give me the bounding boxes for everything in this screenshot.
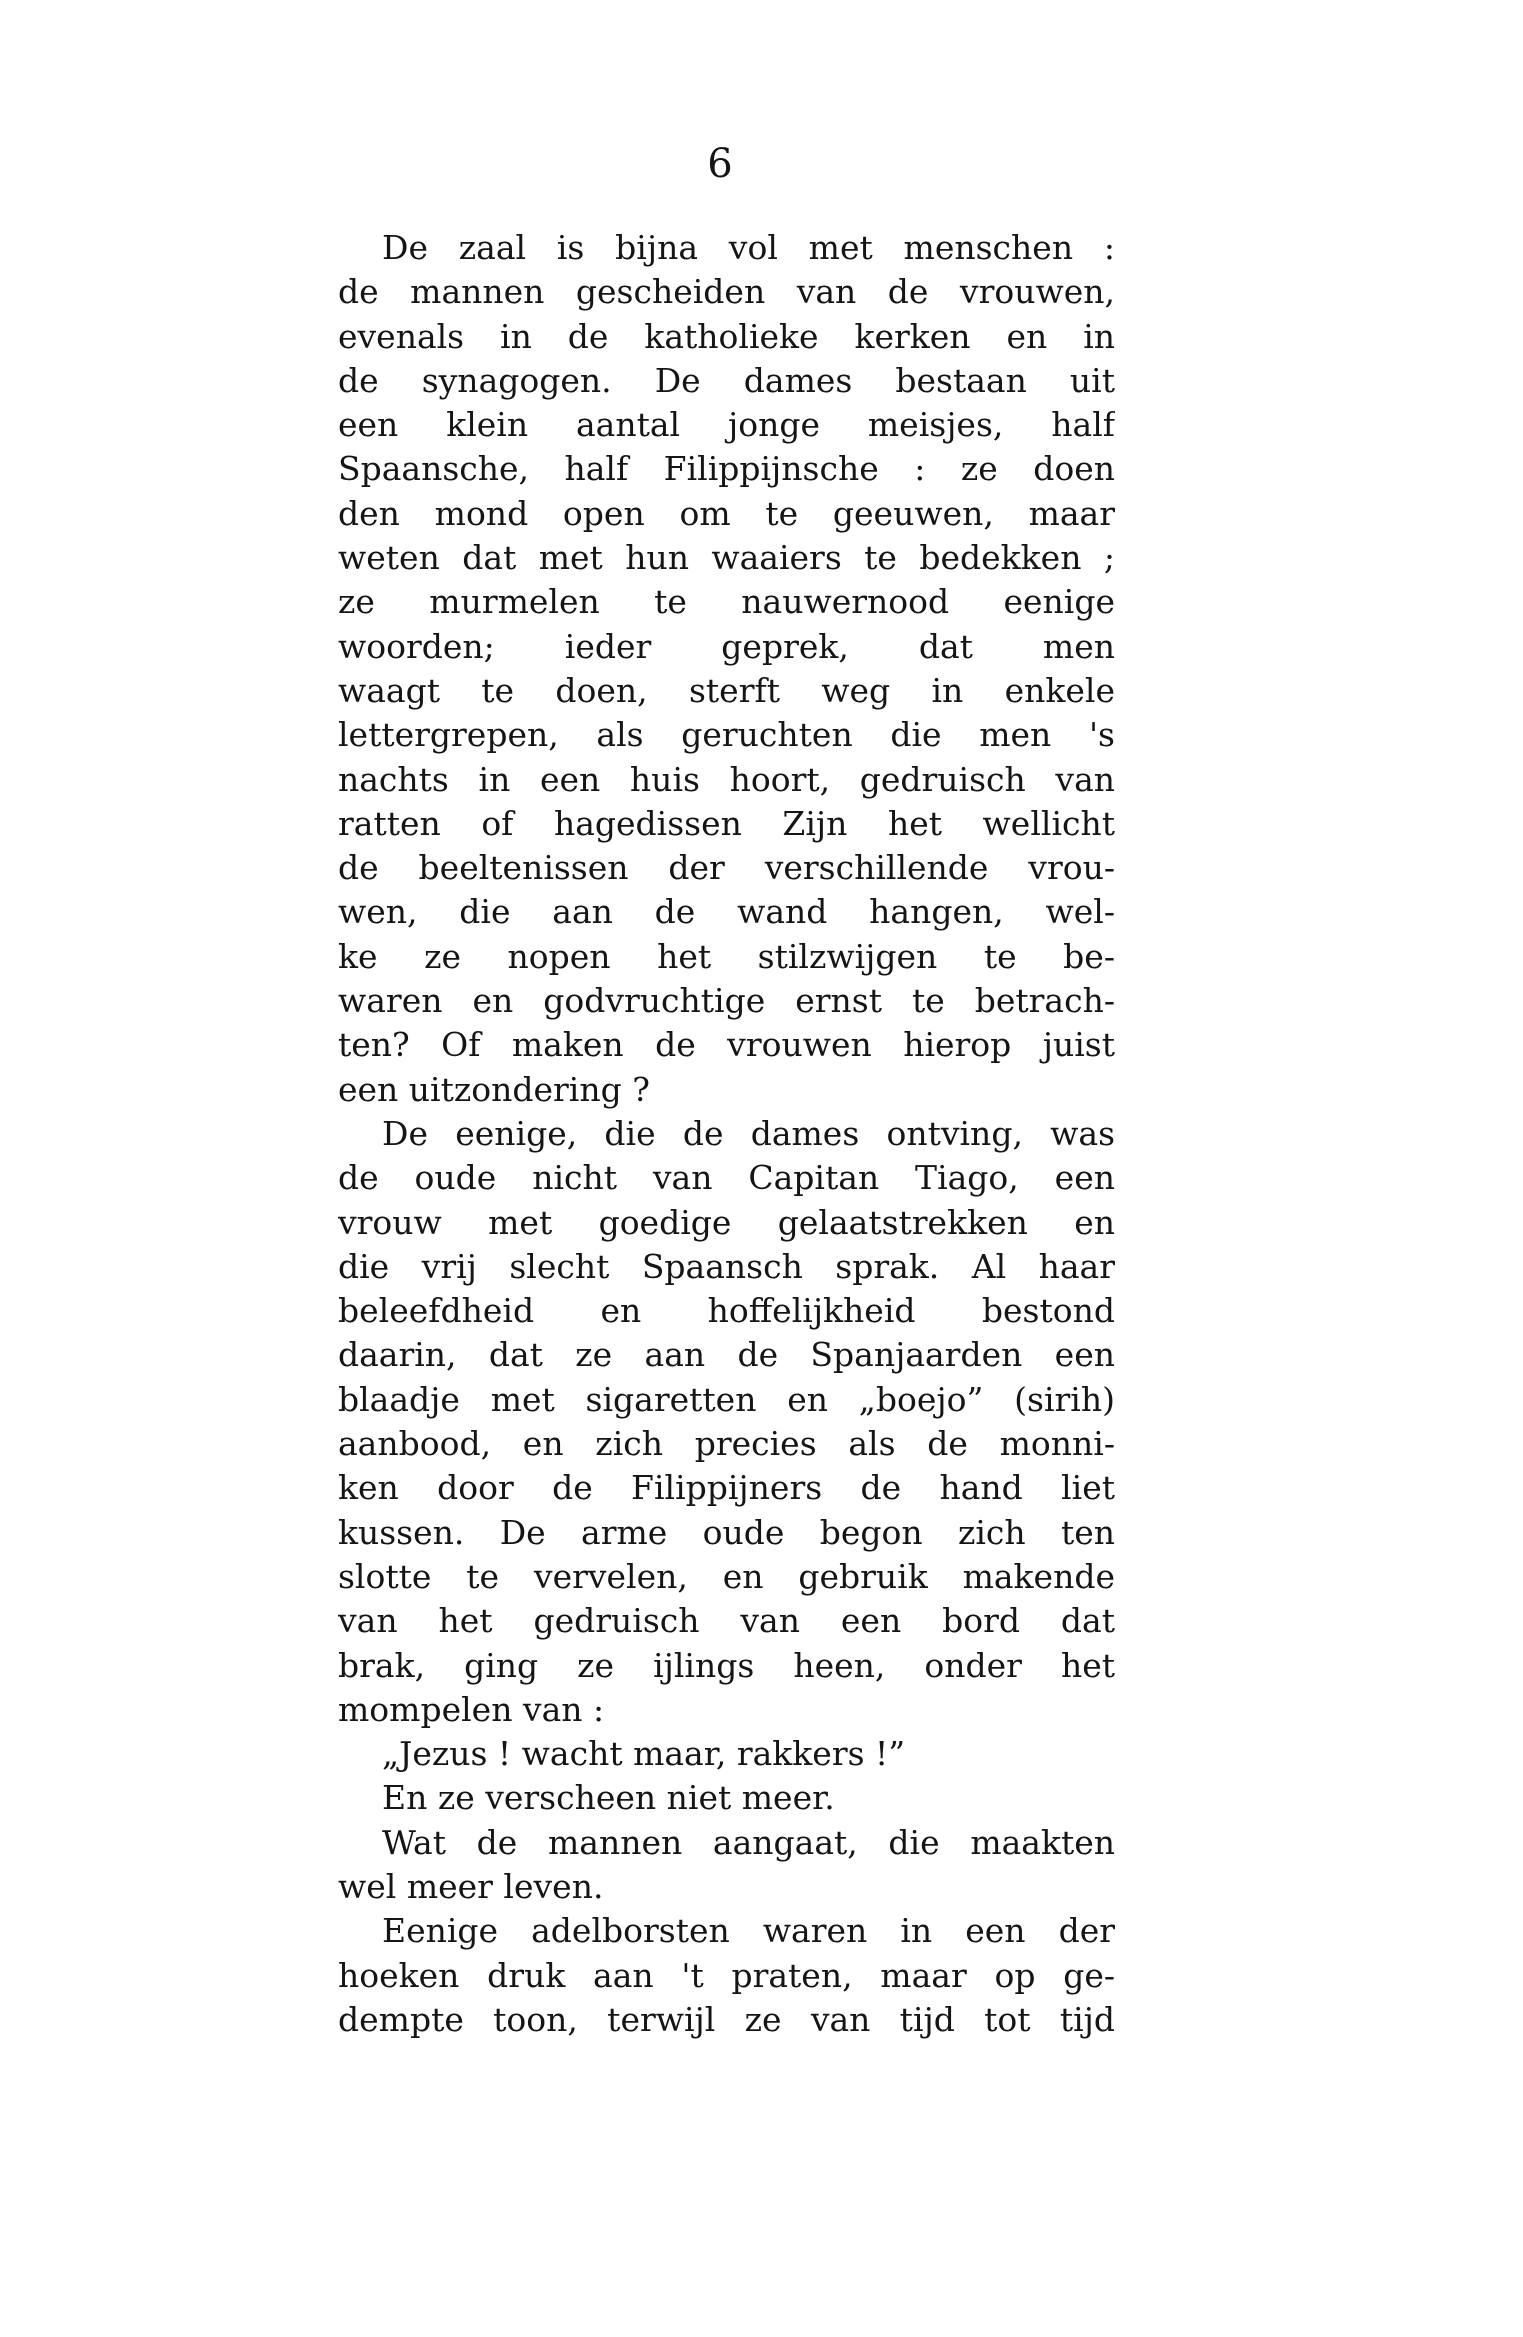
text-line: evenals in de katholieke kerken en in bbox=[338, 316, 1115, 356]
text-line: de beeltenissen der verschillende vrou- bbox=[338, 848, 1115, 888]
text-line: Wat de mannen aangaat, die maakten bbox=[382, 1822, 1115, 1862]
text-line: waren en godvruchtige ernst te betrach- bbox=[338, 981, 1115, 1021]
text-line: wen, die aan de wand hangen, wel- bbox=[338, 892, 1115, 932]
text-line: De eenige, die de dames ontving, was bbox=[382, 1113, 1115, 1153]
text-line: ke ze nopen het stilzwijgen te be- bbox=[338, 936, 1115, 976]
text-line: hoeken druk aan 't praten, maar op ge- bbox=[338, 1955, 1115, 1995]
text-line: ken door de Filippijners de hand liet bbox=[338, 1468, 1115, 1508]
text-line: De zaal is bijna vol met menschen : bbox=[382, 228, 1115, 267]
text-line: wel meer leven. bbox=[338, 1866, 604, 1906]
text-line: woorden; ieder geprek, dat men bbox=[338, 626, 1115, 666]
text-line: de oude nicht van Capitan Tiago, een bbox=[338, 1158, 1115, 1198]
text-line: die vrij slecht Spaansch sprak. Al haar bbox=[338, 1246, 1115, 1286]
text-line: daarin, dat ze aan de Spanjaarden een bbox=[338, 1335, 1115, 1375]
text-line: lettergrepen, als geruchten die men 's bbox=[338, 715, 1115, 755]
text-line: de mannen gescheiden van de vrouwen, bbox=[338, 272, 1115, 312]
text-line: En ze verscheen niet meer. bbox=[382, 1778, 835, 1818]
text-line: een klein aantal jonge meisjes, half bbox=[338, 405, 1115, 445]
text-line: „Jezus ! wacht maar, rakkers !” bbox=[382, 1734, 906, 1774]
text-line: ratten of hagedissen Zijn het wellicht bbox=[338, 803, 1115, 843]
text-line: Spaansche, half Filippijnsche : ze doen bbox=[338, 449, 1115, 489]
text-line: nachts in een huis hoort, gedruisch van bbox=[338, 759, 1115, 799]
text-line: Eenige adelborsten waren in een der bbox=[382, 1911, 1115, 1951]
text-line: van het gedruisch van een bord dat bbox=[338, 1601, 1115, 1641]
text-line: kussen. De arme oude begon zich ten bbox=[338, 1512, 1115, 1552]
text-line: ten? Of maken de vrouwen hierop juist bbox=[338, 1025, 1115, 1065]
text-line: dempte toon, terwijl ze van tijd tot tijd bbox=[338, 1999, 1115, 2039]
text-line: aanbood, en zich precies als de monni- bbox=[338, 1424, 1115, 1464]
text-line: vrouw met goedige gelaatstrekken en bbox=[338, 1202, 1115, 1242]
text-line: waagt te doen, sterft weg in enkele bbox=[338, 670, 1115, 710]
body-text bbox=[338, 226, 1115, 2042]
text-line: slotte te vervelen, en gebruik makende bbox=[338, 1556, 1115, 1596]
text-line: de synagogen. De dames bestaan uit bbox=[338, 360, 1115, 400]
text-line: den mond open om te geeuwen, maar bbox=[338, 493, 1115, 533]
page-number: 6 bbox=[707, 141, 733, 187]
text-line: een uitzondering ? bbox=[338, 1069, 650, 1109]
text-line: mompelen van : bbox=[338, 1689, 605, 1729]
text-line: weten dat met hun waaiers te bedekken ; bbox=[338, 538, 1115, 578]
text-line: ze murmelen te nauwernood eenige bbox=[338, 582, 1115, 622]
text-line: brak, ging ze ijlings heen, onder het bbox=[338, 1645, 1115, 1685]
text-line: blaadje met sigaretten en „boejo” (sirih) bbox=[338, 1379, 1115, 1419]
text-line: beleefdheid en hoffelijkheid bestond bbox=[338, 1291, 1115, 1331]
